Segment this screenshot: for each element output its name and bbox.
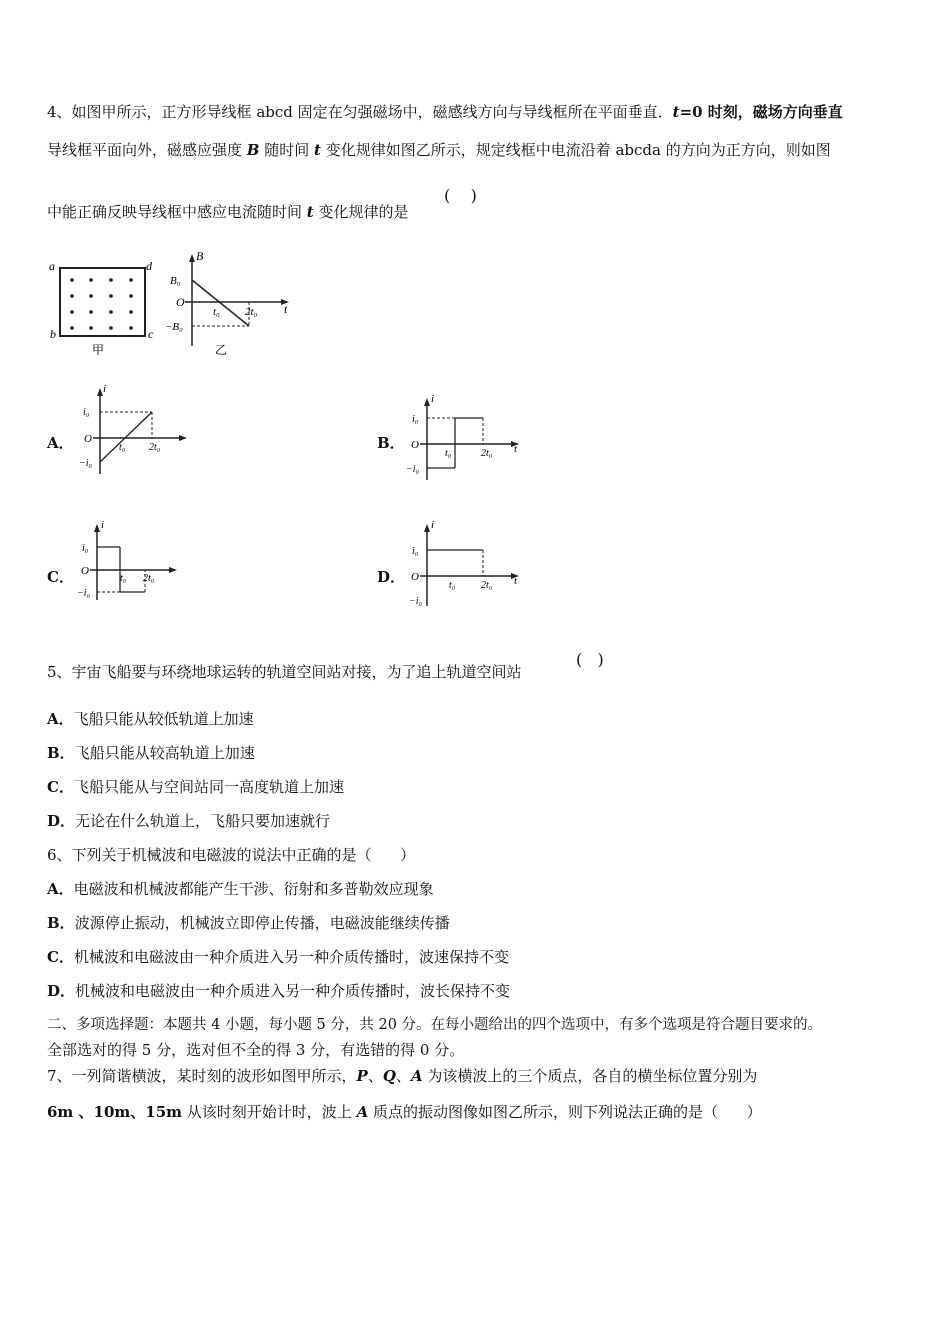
origin-label: O: [84, 433, 92, 445]
label-neg-i0: −i₀: [77, 588, 91, 599]
t-axis-arrow: [179, 435, 187, 441]
label-t0: t₀: [449, 580, 456, 591]
q4-text: 变化规律如图乙所示，规定线框中电流沿着 abcda 的方向为正方向，则如图: [320, 141, 831, 159]
q4-var-t: t: [314, 141, 321, 159]
label-2t0: 2t₀: [481, 580, 493, 591]
q5-option-c[interactable]: [47, 777, 344, 797]
option-text: 波源停止振动，机械波立即停止传播，电磁波能继续传播: [74, 914, 450, 932]
q6-option-d[interactable]: [47, 981, 510, 1001]
label-2t0: 2t₀: [481, 448, 493, 459]
axis-label-t: t: [514, 575, 518, 587]
q4-figure-jia: [40, 250, 160, 360]
q7-text: 、: [367, 1067, 383, 1085]
label-neg-b0: −B₀: [165, 321, 183, 333]
label-i0: i₀: [83, 407, 90, 418]
q4-option-b-graph: [405, 392, 535, 487]
q5-option-b[interactable]: [47, 743, 255, 763]
q6-option-c[interactable]: [47, 947, 509, 967]
q4-option-d-label[interactable]: D．: [377, 568, 406, 586]
axis-label-t: t: [514, 443, 518, 455]
label-b0: B₀: [170, 275, 181, 287]
section2-heading-line1: 二、多项选择题：本题共 4 小题，每小题 5 分，共 20 分。在每小题给出的四个选项中，有多个选项是符合题目要求的。: [47, 1017, 823, 1033]
option-label: C．: [47, 948, 74, 966]
option-label: D．: [47, 982, 76, 1000]
label-t0: t₀: [119, 442, 126, 453]
label-t0: t₀: [213, 306, 220, 318]
q6-stem: 6、下列关于机械波和电磁波的说法中正确的是（ ）: [47, 846, 416, 864]
label-2t0: 2t₀: [245, 306, 258, 318]
q7-var-Q: Q: [382, 1067, 396, 1085]
q4-text: 随时间: [259, 141, 315, 159]
corner-d: d: [146, 259, 152, 273]
option-text: 飞船只能从较低轨道上加速: [73, 710, 254, 728]
q4-var-t: t: [672, 103, 680, 121]
q6-option-a[interactable]: [47, 879, 434, 899]
option-label: A．: [47, 880, 74, 898]
label-2t0: 2t₀: [149, 442, 161, 453]
q4-option-d-graph: [405, 520, 535, 610]
q7-stem-line2: [47, 1102, 762, 1122]
current-line: [100, 412, 152, 462]
axis-label-i: i: [101, 520, 105, 531]
q4-var-B: B: [246, 141, 260, 159]
q5-stem: 5、宇宙飞船要与环绕地球运转的轨道空间站对接，为了追上轨道空间站: [47, 663, 522, 681]
axis-label-i: i: [431, 393, 435, 405]
q4-stem-line3: [47, 202, 409, 222]
corner-a: a: [49, 259, 55, 273]
label-t0: t₀: [120, 573, 127, 584]
caption-yi: 乙: [215, 343, 228, 357]
q5-option-d[interactable]: [47, 811, 330, 831]
axis-label-i: i: [103, 383, 107, 395]
q4-answer-paren: ( ): [444, 186, 477, 205]
option-label: D．: [47, 812, 76, 830]
label-neg-i0: −i₀: [409, 596, 423, 607]
label-i0: i₀: [412, 546, 419, 557]
q7-text: 为该横波上的三个质点，各自的横坐标位置分别为: [422, 1067, 758, 1085]
origin-label: O: [176, 295, 185, 309]
origin-label: O: [81, 565, 89, 577]
q7-stem-line1: [47, 1066, 757, 1086]
q4-text: 中能正确反映导线框中感应电流随时间: [47, 203, 307, 221]
axis-label-i: i: [431, 520, 435, 531]
q4-option-a-graph: [75, 382, 200, 482]
caption-jia: 甲: [92, 343, 105, 357]
option-text: 电磁波和机械波都能产生干涉、衍射和多普勒效应现象: [73, 880, 434, 898]
label-neg-i0: −i₀: [406, 464, 420, 475]
option-label: A．: [47, 710, 74, 728]
option-text: 飞船只能从与空间站同一高度轨道上加速: [73, 778, 344, 796]
b-axis-arrow: [189, 254, 195, 262]
q4-option-a-label[interactable]: A．: [47, 434, 74, 452]
section2-heading-line2: 全部选对的得 5 分，选对但不全的得 3 分，有选错的得 0 分。: [47, 1041, 465, 1059]
option-text: 无论在什么轨道上，飞船只要加速就行: [75, 812, 331, 830]
axis-label-t: t: [284, 302, 288, 316]
b-line: [192, 280, 249, 326]
i-axis-arrow: [94, 524, 100, 532]
q4-option-c-label[interactable]: C．: [47, 568, 74, 586]
q4-figure-yi: [165, 248, 300, 360]
q5-answer-paren: ( ): [576, 650, 604, 669]
q5-option-a[interactable]: [47, 709, 254, 729]
q7-var-A: A: [356, 1103, 369, 1121]
option-label: C．: [47, 778, 74, 796]
q7-var-A: A: [410, 1067, 423, 1085]
q4-stem-line1: [47, 102, 843, 122]
q7-text: 7、一列简谐横波，某时刻的波形如图甲所示，: [47, 1067, 357, 1085]
q4-text: 导线框平面向外，磁感应强度: [47, 141, 247, 159]
corner-c: c: [148, 327, 154, 341]
option-label: B．: [47, 914, 75, 932]
q4-text: 变化规律的是: [313, 203, 409, 221]
t-axis-arrow: [169, 567, 177, 573]
corner-b: b: [50, 327, 56, 341]
q7-text: 、: [395, 1067, 411, 1085]
label-neg-i0: −i₀: [79, 458, 93, 469]
axis-label-B: B: [196, 249, 204, 263]
origin-label: O: [411, 571, 419, 583]
wire-frame: [60, 268, 145, 336]
i-axis-arrow: [424, 524, 430, 532]
q7-text: 从该时刻开始计时，波上: [182, 1103, 357, 1121]
q7-positions: 6m 、10m、15m: [47, 1103, 183, 1121]
option-text: 机械波和电磁波由一种介质进入另一种介质传播时，波速保持不变: [73, 948, 509, 966]
q4-stem-line2: [47, 140, 831, 160]
q4-text: 4、如图甲所示，正方形导线框 abcd 固定在匀强磁场中，磁感线方向与导线框所在平面垂直．: [47, 103, 673, 121]
q6-option-b[interactable]: [47, 913, 450, 933]
field-dots: [70, 278, 133, 330]
origin-label: O: [411, 439, 419, 451]
label-2t0: 2t₀: [143, 573, 155, 584]
option-text: 飞船只能从较高轨道上加速: [74, 744, 255, 762]
i-axis-arrow: [424, 398, 430, 406]
q7-var-P: P: [356, 1067, 368, 1085]
option-label: B．: [47, 744, 75, 762]
q7-text: 质点的振动图像如图乙所示，则下列说法正确的是（ ）: [368, 1103, 762, 1121]
label-i0: i₀: [412, 414, 419, 425]
label-i0: i₀: [82, 543, 89, 554]
q4-option-c-graph: [75, 520, 195, 605]
label-t0: t₀: [445, 448, 452, 459]
q4-option-b-label[interactable]: B．: [377, 434, 405, 452]
q4-text: =0 时刻，磁场方向垂直: [679, 103, 843, 121]
option-text: 机械波和电磁波由一种介质进入另一种介质传播时，波长保持不变: [75, 982, 511, 1000]
q4-var-t: t: [306, 203, 314, 221]
